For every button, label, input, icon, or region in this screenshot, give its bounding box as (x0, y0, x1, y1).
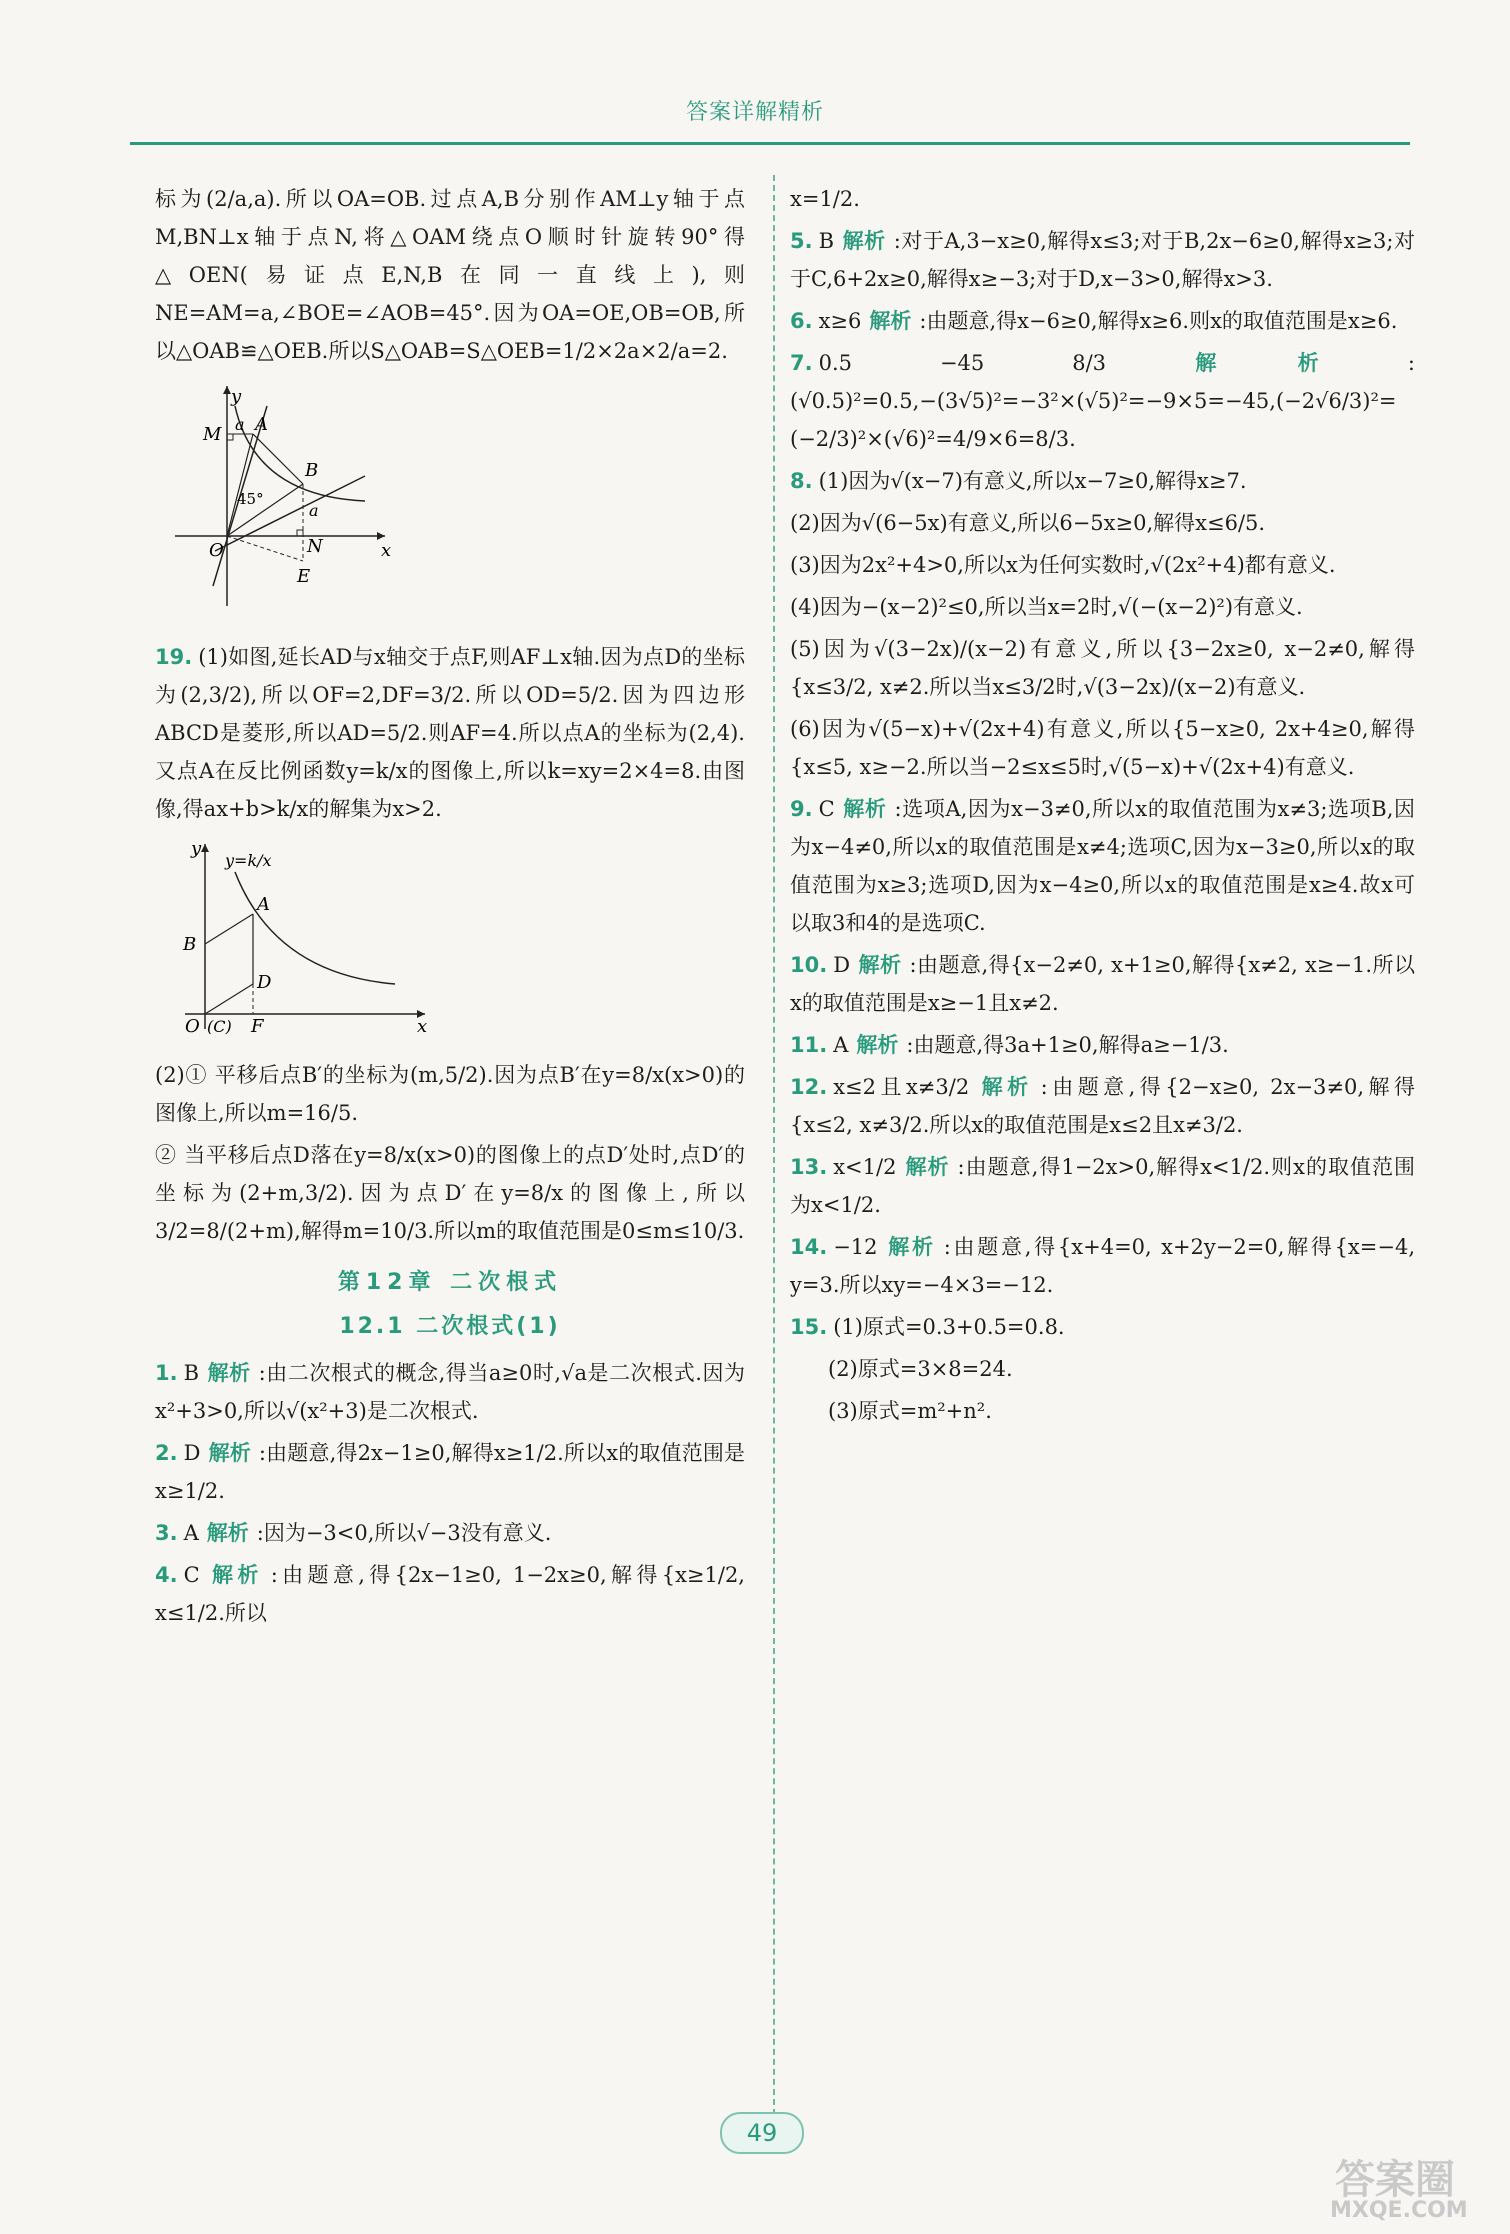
item-text: :由题意,得1−2x>0,解得x<1/2.则x的取值范围为x<1/2. (790, 1155, 1416, 1217)
fig1-label-o: O (209, 540, 224, 561)
item-answer: A (833, 1033, 849, 1057)
answer-item (790, 1228, 1415, 1304)
item-number: 8. (790, 469, 813, 493)
item-analysis-label: 解析 (208, 1441, 251, 1465)
item-text: :由题意,得2x−1≥0,解得x≥1/2.所以x的取值范围是x≥1/2. (155, 1441, 746, 1503)
item-number: 1. (155, 1361, 178, 1385)
item-text: :由题意,得{2x−1≥0, 1−2x≥0,解得{x≥1/2, x≤1/2.所以 (155, 1563, 745, 1625)
fig2-label-f: F (251, 1016, 264, 1034)
chapter-title: 第12章 二次根式 (337, 1270, 563, 1295)
item-number: 5. (790, 229, 813, 253)
figure-q18 (155, 376, 745, 628)
q18-diagram (155, 376, 415, 616)
item-number: 11. (790, 1033, 828, 1057)
fig1-label-x: x (381, 540, 392, 561)
q15-part (790, 1308, 1415, 1346)
right-angle-n (297, 530, 303, 536)
q19-part1 (155, 638, 745, 828)
item-analysis-label: 解析 (904, 1155, 950, 1179)
item-answer: x≥6 (818, 309, 862, 333)
watermark-logo: 答案圈 (1335, 2157, 1455, 2203)
answer-item (790, 1026, 1415, 1064)
hyperbola-curve (235, 872, 395, 984)
item-analysis-label: 解析 (206, 1521, 249, 1545)
section-title: 12.1 二次根式(1) (339, 1314, 561, 1339)
line-ob-extended (215, 476, 365, 551)
q8-part: (5)因为√(3−2x)/(x−2)有意义,所以{3−2x≥0, x−2≠0,解得{x≤3/2, x≠2.所以当x≤3/2时,√(3−2x)/(x−2)有意义. (790, 637, 1415, 699)
answer-item (790, 344, 1415, 458)
item-text: :由题意,得{x−2≠0, x+1≥0,解得{x≠2, x≥−1.所以x的取值范围是x≥−1且x≠2. (790, 953, 1416, 1015)
answer-item (790, 790, 1415, 942)
item-number: 15. (790, 1315, 828, 1339)
item-number: 7. (790, 351, 813, 375)
fig2-label-c: (C) (207, 1017, 232, 1034)
answer-item (790, 1068, 1415, 1144)
item-text: :由二次根式的概念,得当a≥0时,√a是二次根式.因为x²+3>0,所以√(x²+3)是二次根式. (155, 1361, 745, 1423)
item-number: 6. (790, 309, 813, 333)
fig2-label-d: D (257, 972, 272, 993)
y-axis-arrow (201, 844, 209, 852)
right-angle-m (227, 434, 233, 440)
q4-continuation: x=1/2. (790, 187, 860, 211)
q19-diagram (155, 834, 435, 1034)
watermark-url: MXQE.COM (1330, 2198, 1468, 2223)
fig2-label-a: A (257, 894, 270, 915)
segment-od (205, 984, 253, 1014)
fig1-label-n: N (307, 536, 323, 557)
fig1-label-e: E (297, 566, 311, 587)
item-analysis-label: 解析 (842, 797, 887, 821)
item-answer: C (818, 797, 835, 821)
q15-line: (1)原式=0.3+0.5=0.8. (833, 1315, 1065, 1339)
item-number: 4. (155, 1563, 178, 1587)
item-analysis-label: 解析 (207, 1361, 251, 1385)
item-analysis-label: 解析 (977, 1075, 1033, 1099)
item-answer: D (833, 953, 851, 977)
q8-part: (2)因为√(6−5x)有意义,所以6−5x≥0,解得x≤6/5. (790, 511, 1266, 535)
fig1-label-a-length-2: a (309, 501, 319, 520)
item-number: 9. (790, 797, 813, 821)
item-analysis-label: 解析 (1114, 351, 1400, 375)
column-divider (773, 175, 775, 2125)
fig2-label-x: x (417, 1016, 428, 1034)
q19-part3: ② 当平移后点D落在y=8/x(x>0)的图像上的点D′处时,点D′的坐标为(2+m,3/2).因为点D′在y=8/x的图像上,所以3/2=8/(2+m),解得m=10/3.所以m的取值范围是0≤m≤10/3. (155, 1143, 745, 1243)
page-number: 49 (720, 2112, 804, 2154)
item-analysis-label: 解析 (207, 1563, 263, 1587)
answer-item (790, 1148, 1415, 1224)
fig2-label-y: y (191, 838, 202, 859)
item-number: 3. (155, 1521, 178, 1545)
fig1-label-a-length-1: a (235, 415, 245, 434)
fig1-label-m: M (203, 424, 222, 445)
fig2-label-o: O (185, 1016, 200, 1034)
answer-item (155, 1354, 745, 1430)
item-answer: B (183, 1361, 200, 1385)
item-number: 13. (790, 1155, 828, 1179)
page-header-title: 答案详解精析 (685, 100, 824, 125)
item-text: :选项A,因为x−3≠0,所以x的取值范围为x≠3;选项B,因为x−4≠0,所以x的取值范围是x≠4;选项C,因为x−3≥0,所以x的取值范围为x≥3;选项D,因为x−4≥0,所以x的取值范围是x≥4.故x可以取3和4的是选项C. (790, 797, 1415, 935)
item-analysis-label: 解析 (842, 229, 886, 253)
x-axis-arrow (377, 532, 385, 540)
answer-item (790, 302, 1415, 340)
item-answer: 0.5 −45 8/3 (818, 351, 1107, 375)
item-answer: x<1/2 (833, 1155, 897, 1179)
answer-item (790, 462, 1415, 500)
item-answer: C (183, 1563, 200, 1587)
q18-continuation: 标为(2/a,a).所以OA=OB.过点A,B分别作AM⊥y轴于点M,BN⊥x轴于点N,将△OAM绕点O顺时针旋转90°得△OEN(易证点E,N,B在同一直线上),则NE=AM=a,∠BOE=∠AOB=45°.因为OA=OE,OB=OB,所以△OAB≌△OEB.所以S△OAB=S△OEB=1/2×2a×2/a=2. (155, 187, 745, 363)
right-column (790, 180, 1415, 1434)
item-number: 14. (790, 1235, 828, 1259)
answer-item (155, 1434, 745, 1510)
item-text: :(√0.5)²=0.5,−(3√5)²=−3²×(√5)²=−9×5=−45,(−2√6/3)²=(−2/3)²×(√6)²=4/9×6=8/3. (790, 351, 1415, 451)
item-analysis-label: 解析 (858, 953, 902, 977)
answer-item (155, 1514, 745, 1552)
q8-part: (6)因为√(5−x)+√(2x+4)有意义,所以{5−x≥0, 2x+4≥0,解得{x≤5, x≥−2.所以当−2≤x≤5时,√(5−x)+√(2x+4)有意义. (790, 717, 1415, 779)
fig2-label-b: B (183, 934, 197, 955)
answer-item (790, 946, 1415, 1022)
q8-part: (4)因为−(x−2)²≤0,所以当x=2时,√(−(x−2)²)有意义. (790, 595, 1303, 619)
item-analysis-label: 解析 (869, 309, 912, 333)
answer-item (790, 222, 1415, 298)
item-analysis-label: 解析 (885, 1235, 936, 1259)
figure-q19 (155, 834, 745, 1046)
item-number: 12. (790, 1075, 828, 1099)
q15-part: (3)原式=m²+n². (828, 1399, 992, 1423)
q8-part: (3)因为2x²+4>0,所以x为任何实数时,√(2x²+4)都有意义. (790, 553, 1336, 577)
q19-part1-text: (1)如图,延长AD与x轴交于点F,则AF⊥x轴.因为点D的坐标为(2,3/2),所以OF=2,DF=3/2.所以OD=5/2.因为四边形ABCD是菱形,所以AD=5/2.则AF=4.所以点A的坐标为(2,4).又点A在反比例函数y=k/x的图像上,所以k=xy=2×4=8.由图像,得ax+b>k/x的解集为x>2. (155, 645, 745, 821)
fig1-label-angle: 45° (237, 490, 264, 508)
item-answer: B (818, 229, 835, 253)
fig1-label-y: y (231, 386, 242, 407)
fig1-label-b: B (305, 460, 319, 481)
item-answer: −12 (833, 1235, 878, 1259)
item-analysis-label: 解析 (856, 1033, 899, 1057)
fig1-label-a: A (255, 414, 268, 435)
q19-part2: (2)① 平移后点B′的坐标为(m,5/2).因为点B′在y=8/x(x>0)的图像上,所以m=16/5. (155, 1063, 745, 1125)
item-answer: A (183, 1521, 199, 1545)
item-text: :由题意,得{x+4=0, x+2y−2=0,解得{x=−4, y=3.所以xy=−4×3=−12. (790, 1235, 1416, 1297)
item-text: (1)因为√(x−7)有意义,所以x−7≥0,解得x≥7. (818, 469, 1247, 493)
segment-ba (205, 914, 253, 944)
q15-part: (2)原式=3×8=24. (828, 1357, 1013, 1381)
q19-number: 19. (155, 645, 193, 669)
answer-item (155, 1556, 745, 1632)
item-number: 2. (155, 1441, 178, 1465)
left-column (155, 180, 745, 1636)
item-answer: x≤2且x≠3/2 (833, 1075, 970, 1099)
item-answer: D (183, 1441, 201, 1465)
header-rule (130, 142, 1410, 145)
item-text: :由题意,得{2−x≥0, 2x−3≠0,解得{x≤2, x≠3/2.所以x的取值范围是x≤2且x≠3/2. (790, 1075, 1415, 1137)
item-number: 10. (790, 953, 828, 977)
item-text: :对于A,3−x≥0,解得x≤3;对于B,2x−6≥0,解得x≥3;对于C,6+2x≥0,解得x≥−3;对于D,x−3>0,解得x>3. (790, 229, 1416, 291)
item-text: :由题意,得x−6≥0,解得x≥6.则x的取值范围是x≥6. (919, 309, 1398, 333)
fig2-label-curve: y=k/x (225, 851, 272, 870)
item-text: :由题意,得3a+1≥0,解得a≥−1/3. (906, 1033, 1229, 1057)
y-axis-arrow (223, 386, 231, 394)
item-text: :因为−3<0,所以√−3没有意义. (256, 1521, 552, 1545)
